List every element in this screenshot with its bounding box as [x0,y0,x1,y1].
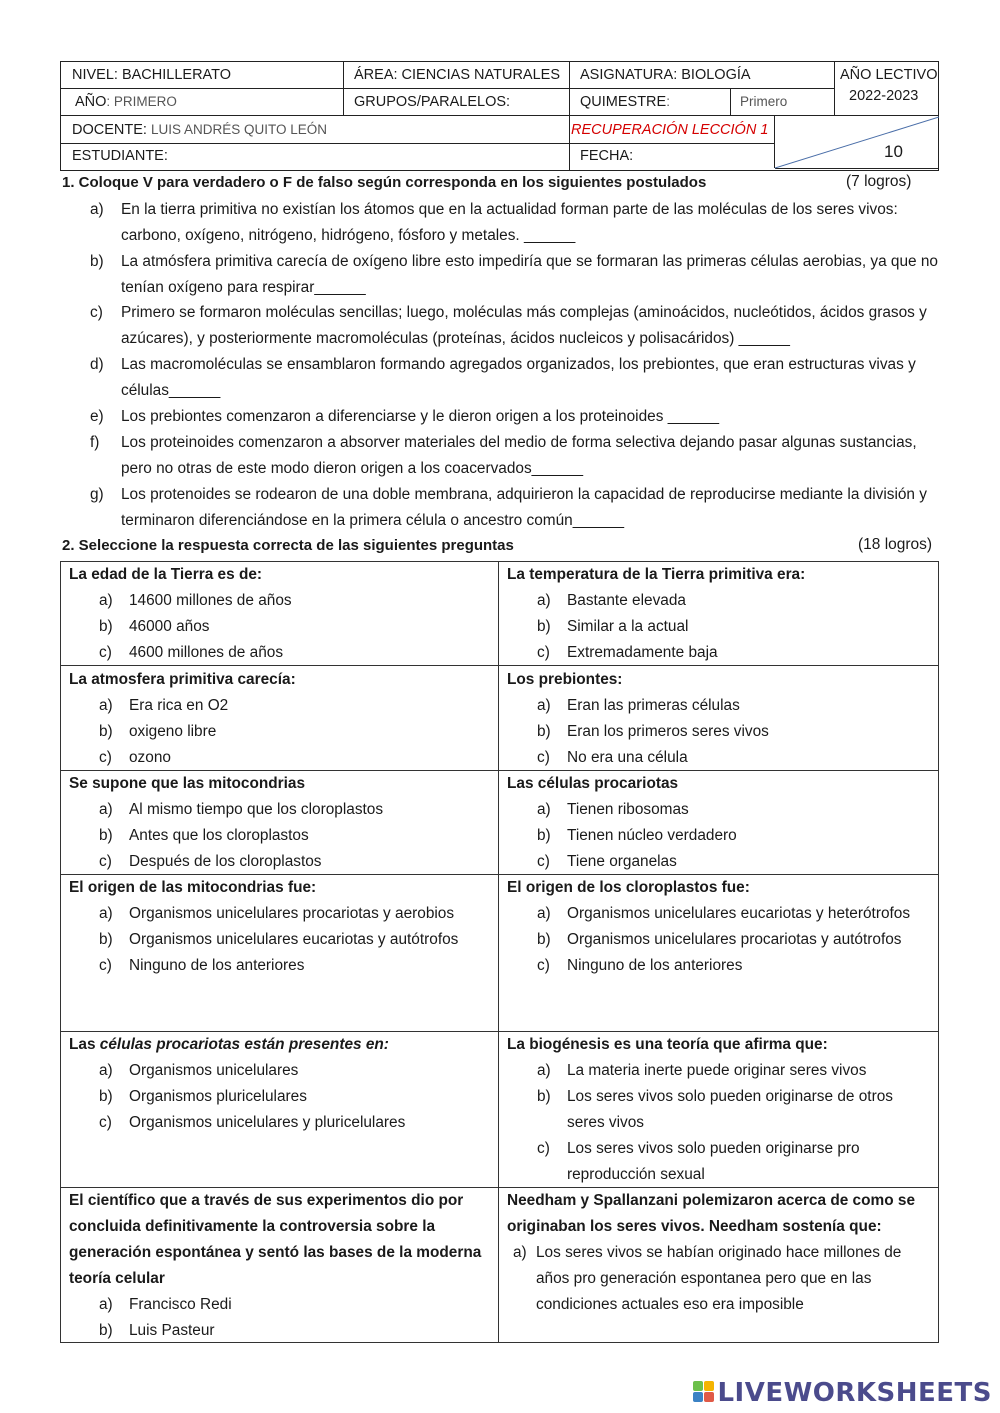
answer-option[interactable] [507,588,931,614]
option-text: Después de los cloroplastos [129,853,322,870]
option-text: Organismos unicelulares procariotas y autótrofos [567,931,902,948]
question-text [69,1032,491,1058]
answer-option[interactable] [69,797,491,823]
option-letter: a) [99,592,113,609]
answer-option[interactable] [507,849,931,875]
option-letter: c) [99,749,112,766]
anio-lectivo-label: AÑO LECTIVO [840,67,938,83]
answer-option[interactable] [69,614,491,640]
docente-label: DOCENTE: [72,122,147,138]
option-letter: c) [537,853,550,870]
q1-item [90,300,940,352]
option-letter: c) [99,853,112,870]
option-letter: a) [99,1062,113,1079]
option-letter: a) [537,905,551,922]
anio-row [75,93,177,111]
option-text: Organismos pluricelulares [129,1088,307,1105]
option-text: 4600 millones de años [129,644,284,661]
answer-option[interactable] [69,1058,491,1084]
q1-item-letter: a) [90,201,104,218]
quimestre-label: QUIMESTRE [580,94,667,110]
option-letter: b) [99,618,113,635]
area-label: ÁREA: CIENCIAS NATURALES [354,67,561,83]
answer-option[interactable] [507,927,931,953]
answer-option[interactable] [507,719,931,745]
question-text: Los prebiontes: [507,671,623,688]
option-letter: a) [99,801,113,818]
option-letter: c) [537,957,550,974]
answer-option[interactable] [507,901,931,927]
docente-row [72,121,327,139]
q2-table [60,561,939,1343]
option-text: 46000 años [129,618,210,635]
option-text: Similar a la actual [567,618,689,635]
option-text: Organismos unicelulares eucariotas y heterótrofos [567,905,911,922]
question-text: Needham y Spallanzani polemizaron acerca de como se originaban los seres vivos. Needham sostenía que: [507,1192,916,1235]
option-text: No era una célula [567,749,688,766]
question-cell [69,1032,491,1136]
option-text: Al mismo tiempo que los cloroplastos [129,801,384,818]
question-text: El origen de los cloroplastos fue: [507,879,750,896]
answer-option[interactable] [507,1136,931,1188]
q2-logros: (18 logros) [858,536,933,553]
q1-item-letter: f) [90,434,100,451]
option-text: Tiene organelas [567,853,677,870]
answer-option[interactable] [69,1084,491,1110]
option-text: Tienen ribosomas [567,801,689,818]
option-text: Tienen núcleo verdadero [567,827,737,844]
q1-item [90,352,940,404]
nivel-label: NIVEL: BACHILLERATO [72,67,232,83]
question-cell [69,667,491,771]
option-text: Era rica en O2 [129,697,229,714]
option-text: Organismos unicelulares y pluricelulares [129,1114,406,1131]
fecha-label: FECHA: [580,148,634,164]
q1-item-text: Los proteinoides comenzaron a absorver materiales del medio de forma selectiva dejando pasar algunas sustancias, pero no otras de este modo dieron origen a los coacervados______ [121,434,917,477]
answer-option[interactable] [69,823,491,849]
answer-option[interactable] [507,745,931,771]
question-text-emphasis: células procariotas están presentes en: [99,1036,389,1053]
option-letter: a) [99,1296,113,1313]
option-text: Bastante elevada [567,592,686,609]
option-text: Organismos unicelulares [129,1062,299,1079]
option-letter: b) [99,931,113,948]
option-text: Los seres vivos solo pueden originarse pro reproducción sexual [567,1140,860,1183]
answer-option[interactable] [69,693,491,719]
liveworksheets-logo-icon [693,1381,715,1403]
option-text: Los seres vivos se habían originado hace millones de años pro generación espontanea pero que en las condiciones actuales eso era imposible [536,1244,902,1313]
answer-option[interactable] [69,1318,491,1344]
option-text: Francisco Redi [129,1296,232,1313]
option-text: La materia inerte puede originar seres vivos [567,1062,867,1079]
anio-lectivo-value: 2022-2023 [849,88,919,104]
q1-logros: (7 logros) [846,173,912,190]
asignatura-label: ASIGNATURA: BIOLOGÍA [580,67,751,83]
option-text: ozono [129,749,171,766]
estudiante-label: ESTUDIANTE: [72,148,168,164]
option-letter: b) [99,1322,113,1339]
q1-item-letter: g) [90,486,104,503]
question-cell [507,875,931,979]
docente-value: LUIS ANDRÉS QUITO LEÓN [150,122,328,137]
quimestre-colon: : [666,94,670,109]
q1-item-text: La atmósfera primitiva carecía de oxígeno libre esto impediría que se formaran las primeras células aerobias, ya que no tenían oxígeno para respirar______ [121,253,938,296]
question-text: Las células procariotas [507,775,679,792]
option-letter: c) [537,644,550,661]
option-text: Extremadamente baja [567,644,718,661]
question-text: La edad de la Tierra es de: [69,566,263,583]
option-letter: b) [99,723,113,740]
option-text: Ninguno de los anteriores [129,957,305,974]
question-cell [69,875,491,979]
liveworksheets-brand [693,1378,992,1408]
option-letter: c) [537,749,550,766]
q1-item [90,197,940,249]
option-letter: c) [99,1114,112,1131]
option-text: Organismos unicelulares eucariotas y autótrofos [129,931,459,948]
option-letter: c) [99,644,112,661]
option-letter: a) [513,1244,527,1261]
option-text: Ninguno de los anteriores [567,957,743,974]
option-letter: b) [99,1088,113,1105]
option-text: Luis Pasteur [129,1322,215,1339]
q1-item [90,404,940,430]
option-text: Los seres vivos solo pueden originarse de otros seres vivos [567,1088,893,1131]
question-text: La atmosfera primitiva carecía: [69,671,296,688]
question-text: La biogénesis es una teoría que afirma que: [507,1036,828,1053]
question-text: La temperatura de la Tierra primitiva era: [507,566,806,583]
quimestre-value: Primero [740,94,788,109]
answer-option[interactable] [69,719,491,745]
option-text: 14600 millones de años [129,592,292,609]
question-cell [69,1188,491,1344]
answer-option[interactable] [507,1058,931,1084]
answer-option[interactable] [69,849,491,875]
grade-diagonal [775,115,939,169]
option-letter: a) [99,905,113,922]
answer-option[interactable] [69,927,491,953]
option-text: Eran los primeros seres vivos [567,723,769,740]
option-letter: b) [537,1088,551,1105]
q1-item-letter: b) [90,253,104,270]
option-text: Organismos unicelulares procariotas y aerobios [129,905,455,922]
option-letter: b) [537,931,551,948]
option-letter: b) [99,827,113,844]
option-letter: b) [537,827,551,844]
option-letter: a) [537,801,551,818]
answer-option[interactable] [69,953,491,979]
question-cell [69,771,491,875]
question-cell [69,562,491,666]
q1-item-text: Los protenoides se rodearon de una doble membrana, adquirieron la capacidad de reproducirse mediante la división y terminaron diferenciándose en la primera célula o ancestro común______ [121,486,927,529]
option-letter: a) [537,1062,551,1079]
answer-option[interactable] [69,640,491,666]
answer-option[interactable] [507,823,931,849]
answer-option[interactable] [69,1110,491,1136]
q2-title: 2. Seleccione la respuesta correcta de las siguientes preguntas [62,537,514,554]
question-text: Se supone que las mitocondrias [69,775,306,792]
q1-item-letter: d) [90,356,104,373]
q1-item-text: Primero se formaron moléculas sencillas; luego, moléculas más complejas (aminoácidos, nucleótidos, ácidos grasos y azúcares), y posteriormente macromoléculas (proteínas, ácidos nucleicos y polisacáridos) ______ [121,304,927,347]
answer-option[interactable] [69,1292,491,1318]
option-letter: c) [537,1140,550,1157]
option-text: oxigeno libre [129,723,217,740]
answer-option[interactable] [69,745,491,771]
option-letter: a) [537,592,551,609]
answer-option[interactable] [507,1084,931,1136]
question-text-prefix: Las [69,1036,100,1053]
anio-value: : PRIMERO [106,94,177,109]
quimestre-row [580,93,670,111]
q1-item [90,430,940,482]
option-text: Antes que los cloroplastos [129,827,309,844]
answer-option[interactable] [69,901,491,927]
q1-item-text: Los prebiontes comenzaron a diferenciarse y le dieron origen a los proteinoides ______ [121,408,720,425]
brand-text: LIVEWORKSHEETS [717,1378,992,1408]
question-cell [507,1188,931,1318]
q1-item [90,249,940,301]
answer-option[interactable] [507,797,931,823]
answer-option[interactable] [507,1240,931,1318]
answer-option[interactable] [507,953,931,979]
option-letter: a) [99,697,113,714]
answer-option[interactable] [507,640,931,666]
option-text: Eran las primeras células [567,697,740,714]
recuperacion-label: RECUPERACIÓN LECCIÓN 1 [571,122,769,138]
question-text: El científico que a través de sus experimentos dio por concluida definitivamente la controversia sobre la generación espontánea y sentó las bases de la moderna teoría celular [69,1192,482,1287]
option-letter: c) [99,957,112,974]
q1-title: 1. Coloque V para verdadero o F de falso según corresponda en los siguientes postulados [62,174,707,191]
option-letter: a) [537,697,551,714]
q1-item-letter: e) [90,408,104,425]
question-cell [507,771,931,875]
answer-option[interactable] [507,693,931,719]
grupos-label: GRUPOS/PARALELOS: [354,94,511,110]
answer-option[interactable] [69,588,491,614]
q1-item [90,482,940,534]
anio-label: AÑO [75,94,107,110]
q1-item-letter: c) [90,304,103,321]
answer-option[interactable] [507,614,931,640]
question-cell [507,667,931,771]
question-cell [507,1032,931,1188]
question-cell [507,562,931,666]
option-letter: b) [537,618,551,635]
question-text: El origen de las mitocondrias fue: [69,879,317,896]
q1-item-text: Las macromoléculas se ensamblaron formando agregados organizados, los prebiontes, que eran estructuras vivas y células______ [121,356,916,399]
option-letter: b) [537,723,551,740]
grade-value: 10 [884,142,903,161]
q1-item-text: En la tierra primitiva no existían los átomos que en la actualidad forman parte de las moléculas de los seres vivos: carbono, oxígeno, nitrógeno, hidrógeno, fósforo y metales. ______ [121,201,898,244]
